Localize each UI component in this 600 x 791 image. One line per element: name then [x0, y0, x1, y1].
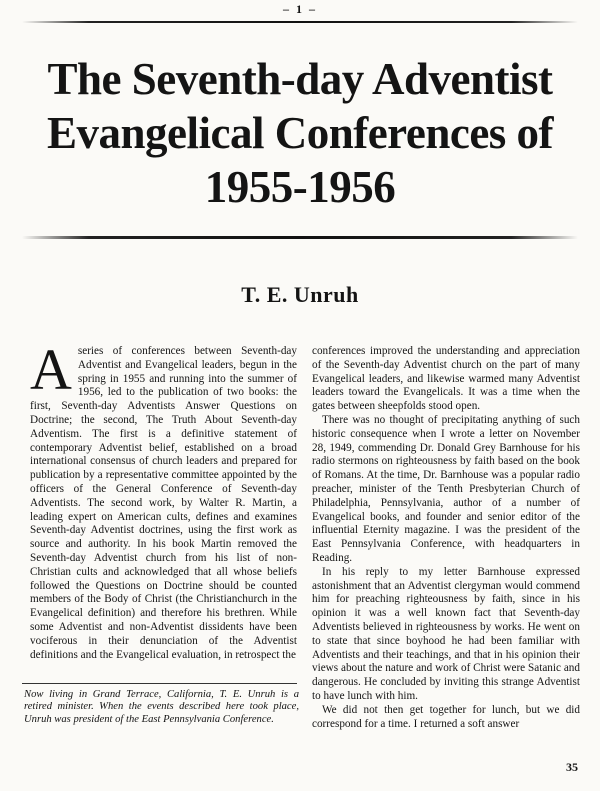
right-paragraph-2: There was no thought of precipitating anything of such historic consequence when I wrote a letter on November 28, 1949, commending Dr. Donald Grey Barnhouse for his radio stermons on righteousness by faith based on the book of Romans. At the time, Dr. Barnhouse was a popular radio preacher, minister of the Tenth Presbyterian Church of Philadelphia, Pennsylvania, author of a number of Evangelical books, and founder and senior editor of the influential Eternity magazine. I was the president of the East Pennsylvania Conference, with headquarters in Reading.: [312, 413, 580, 564]
left-column: [30, 337, 297, 662]
drop-cap: A: [30, 337, 72, 402]
title-line-1: The Seventh-day Adventist: [47, 54, 553, 104]
right-paragraph-3: In his reply to my letter Barnhouse expressed astonishment that an Adventist clergyman would commend him for preaching righteousness by faith, since in his opinion it was a well known fact that Seventh-day Adventists believed in righteousness by works. He went on to state that since boyhood he had been familiar with Adventists and their teachings, and that in his opinion their views about the nature and work of Christ were Satanic and dangerous. He concluded by inviting this strange Adventist to have lunch with him.: [312, 565, 580, 702]
left-paragraph-1: [30, 337, 297, 662]
bottom-ornamental-rule: [22, 236, 578, 239]
author-byline: T. E. Unruh: [241, 282, 359, 307]
footnote-divider: [22, 683, 297, 684]
title-line-2: Evangelical Conferences of: [46, 108, 554, 158]
title-line-3: 1955-1956: [204, 162, 396, 212]
right-paragraph-1: conferences improved the understanding and appreciation of the Seventh-day Adventist church on the part of many Evangelical leaders, and likewise warmed many Adventist leaders toward the Evangelicals. It was a time when the gates between sheepfolds stood open.: [312, 345, 580, 413]
right-paragraph-4: We did not then get together for lunch, but we did correspond for a time. I returned a soft answer: [312, 703, 580, 730]
right-column: [312, 345, 580, 731]
page-number: 35: [566, 760, 578, 774]
article-title: [0, 52, 600, 214]
top-ornamental-rule: [22, 21, 578, 23]
page-marker: – 1 –: [283, 2, 317, 16]
author-footnote: Now living in Grand Terrace, California, T. E. Unruh is a retired minister. When the events described here took place, Unruh was president of the East Pennsylvania Conference.: [24, 689, 299, 725]
left-paragraph-1-text: series of conferences between Seventh-day Adventist and Evangelical leaders, begun in the spring in 1955 and running into the summer of 1956, led to the publication of two books: the first, Seventh-day Adventists Answer Questions on Doctrine; the second, The Truth About Seventh-day Adventism. The first is a definitive statement of contemporary Adventist belief, established on a broad international consensus of church leaders and prepared for publication by a representative committee appointed by the officers of the General Conference of Seventh-day Adventists. The second work, by Walter R. Martin, a leading expert on American cults, defines and examines Seventh-day Adventist doctrines, using the first work as source and authority. In his book Martin removed the Seventh-day Adventist church from his list of non-Christian cults and acknowledged that all whose beliefs followed the Questions on Doctrine should be counted members of the Body of Christ (the Christianchurch in the Evangelical definition) and therefore his brethren. While some Adventist and non-Adventist dissidents have been vociferous in their denunciation of the Adventist definitions and the Evangelical evaluation, in retrospect the: [30, 345, 297, 661]
